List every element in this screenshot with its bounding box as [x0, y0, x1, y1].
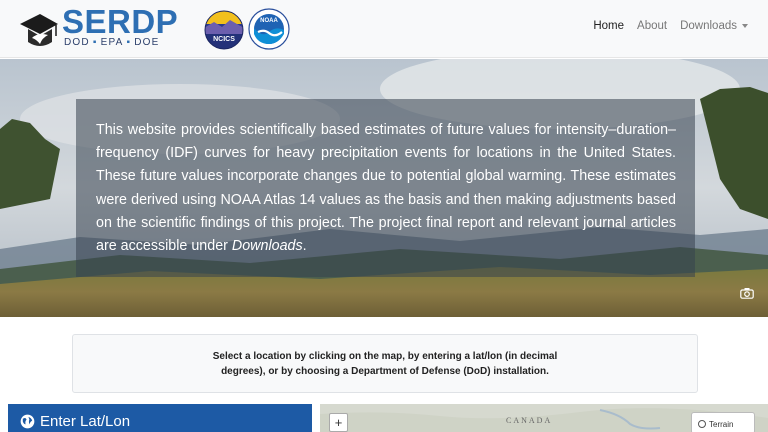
nav-about[interactable]: About	[637, 20, 668, 32]
serdp-title: SERDP	[62, 3, 179, 40]
main-nav	[580, 20, 748, 32]
location-map[interactable]	[320, 404, 768, 432]
hero-banner	[0, 59, 768, 317]
instructions-panel	[72, 334, 698, 393]
serdp-wordmark	[62, 3, 179, 49]
terrain-radio[interactable]	[698, 420, 706, 428]
downloads-reference: Downloads	[231, 238, 303, 255]
serdp-logo[interactable]	[18, 3, 179, 52]
latlon-title	[20, 413, 130, 430]
zoom-in-button[interactable]: +	[329, 413, 348, 432]
terrain-label: Terrain	[709, 420, 734, 429]
graduation-cap-icon	[18, 8, 60, 50]
camera-icon[interactable]	[740, 287, 754, 299]
noaa-label: NOAA	[260, 18, 278, 24]
nav-home[interactable]: Home	[593, 20, 625, 32]
chevron-down-icon	[742, 24, 748, 28]
globe-icon	[20, 414, 35, 429]
ncics-label: NCICS	[213, 36, 235, 43]
intro-overlay	[76, 99, 695, 277]
nav-downloads-label: Downloads	[680, 20, 737, 32]
serdp-agencies: DOD ▪ EPA ▪ DOE	[64, 37, 160, 48]
navbar	[0, 0, 768, 58]
instructions-text: Select a location by clicking on the map, by entering a lat/lon (in decimal degrees), or by choosing a Department of Defense (DoD) installation.	[212, 351, 558, 377]
map-layer-control[interactable]	[691, 412, 755, 432]
noaa-logo[interactable]	[248, 8, 290, 50]
latlon-panel-header	[8, 404, 312, 432]
nav-downloads[interactable]	[680, 20, 748, 32]
latlon-title-label: Enter Lat/Lon	[40, 413, 131, 430]
map-country-label: CANADA	[506, 416, 553, 425]
intro-text: This website provides scientifically based estimates of future values for intensity–duration–frequency (IDF) curves for heavy precipitation events for locations in the United States. These future values incorporate changes due to potential global warming. These estimates were derived using NOAA Atlas 14 values as the basis and then making adjustments based on the scientific findings of this project. The project final report and relevant journal articles are accessible under Downloads.	[96, 122, 676, 255]
ncics-logo[interactable]	[204, 10, 244, 50]
